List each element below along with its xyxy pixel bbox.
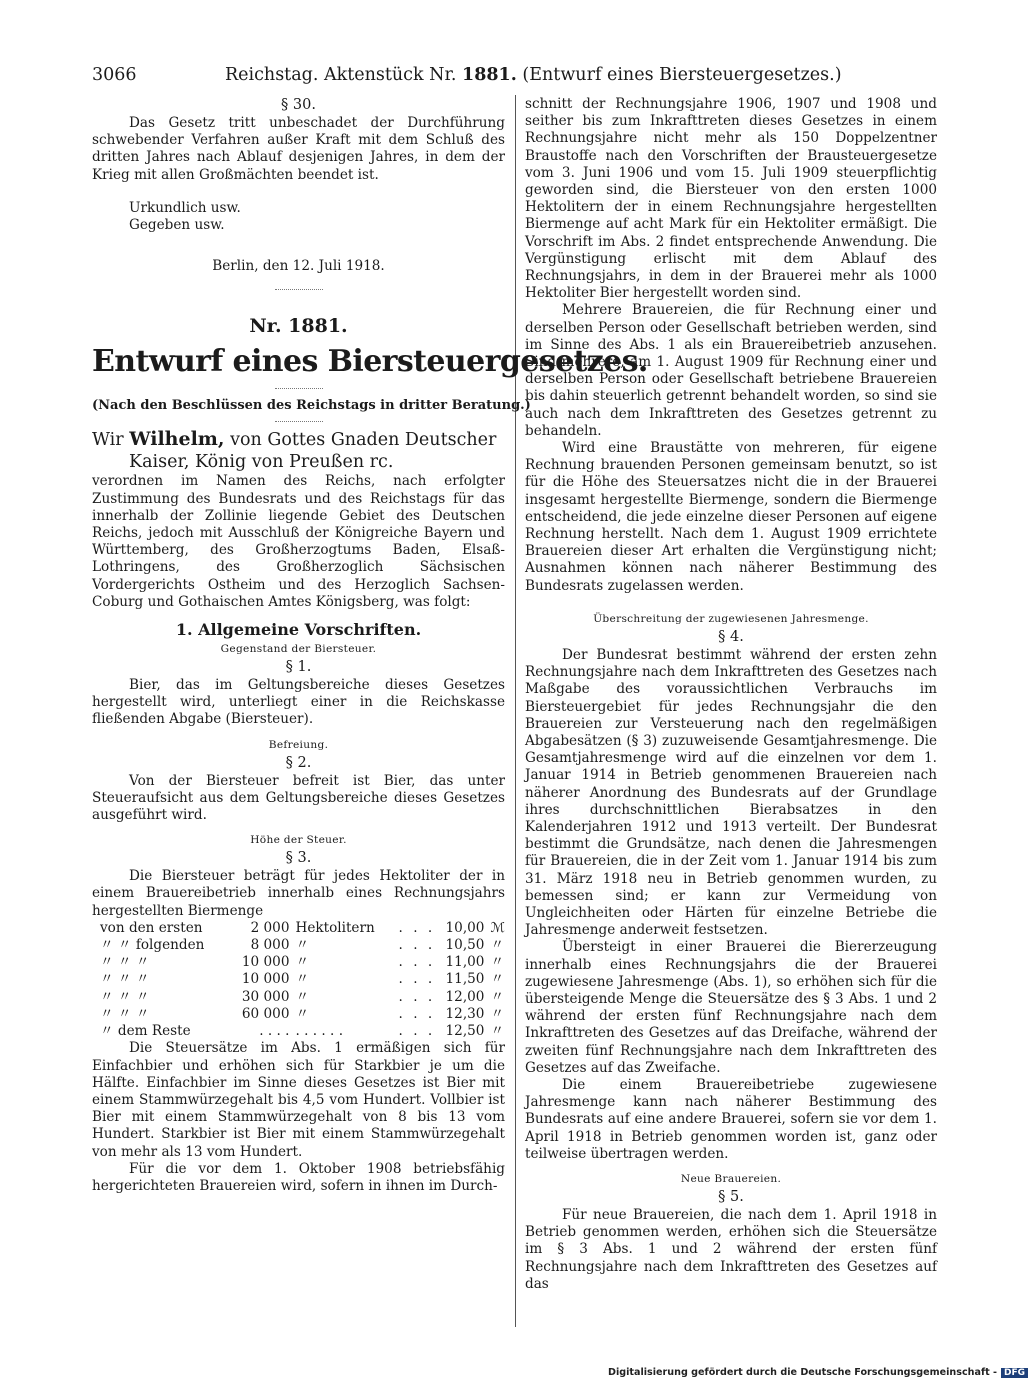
section-3-heading: § 3.	[285, 850, 312, 867]
preamble-line-2: Kaiser, König von Preußen rc.	[129, 452, 394, 473]
header-title-suffix: (Entwurf eines Biersteuergesetzes.)	[522, 65, 842, 85]
section-30-heading: § 30.	[281, 97, 316, 113]
tax-row-leader: . . .	[398, 1023, 436, 1040]
column-divider	[515, 95, 516, 1327]
section-2-heading: § 2.	[285, 754, 312, 771]
urkundlich-line: Urkundlich usw.	[129, 199, 241, 216]
preamble-name: Wilhelm,	[129, 428, 225, 451]
tax-row-leader: . . .	[398, 937, 436, 954]
section-4-text-1: Der Bundesrat bestimmt während der ersten zehn Rechnungsjahre nach dem Inkrafttreten des Gesetzes nach Maßgabe des voraussichtlichen Verbrauchs im Biersteuergebiet für jedes Rechnungsjahr die den Brauereien zur Versteuerung nach den regelmäßigen Abgabesätzen (§ 3) zuzuweisende Gesamtjahresmenge. Die Gesamtjahresmenge wird auf die einzelnen vor dem 1. Januar 1914 in Betrieb genommenen Brauereien nach näherer Anordnung des Bundesrats auf der Grundlage ihres durchschnittlichen Bierabsatzes in den Kalenderjahren 1912 und 1913 verteilt. Der Bundesrat bestimmt die Grundsätze, nach denen die Jahresmengen für Brauereien, die in der Zeit vom 1. Januar 1914 bis zum 31. März 1918 neu in Betrieb genommen wurden, zu bemessen sind; er kann zur Vermeidung von Ungleichheiten oder Härten für einzelne Betriebe die Jahresmenge anderweit festsetzen.	[525, 646, 937, 939]
tax-table-row	[92, 1023, 505, 1040]
tax-row-range: 〃 dem Reste	[100, 1023, 191, 1040]
dateline: Berlin, den 12. Juli 1918.	[212, 258, 385, 275]
tax-row-quantity: 60 000	[241, 1005, 290, 1022]
preamble-line-1	[92, 428, 505, 451]
marginal-hoehe: Höhe der Steuer.	[250, 834, 347, 847]
tax-row-rate: 10,00	[445, 919, 485, 936]
document-subtitle: (Nach den Beschlüssen des Reichstags in dritter Beratung.)	[92, 398, 531, 414]
section-4-heading: § 4.	[718, 628, 744, 645]
document-title: Entwurf eines Biersteuergesetzes.	[92, 344, 648, 380]
tax-row-currency: 〃	[490, 988, 505, 1005]
tax-row-quantity: 10 000	[241, 971, 290, 988]
tax-row-rate: 11,50	[445, 971, 485, 988]
tax-table-row	[92, 1006, 505, 1023]
tax-row-unit: 〃	[295, 971, 310, 988]
section-3-intro: Die Biersteuer beträgt für jedes Hektoliter der in einem Brauereibetrieb innerhalb eines Rechnungsjahrs hergestellten Biermenge	[92, 868, 505, 919]
preamble-line-1-rest: von Gottes Gnaden Deutscher	[230, 430, 497, 451]
tax-row-quantity: . . . .	[259, 1023, 290, 1040]
footer-text: Digitalisierung gefördert durch die Deutsche Forschungsgemeinschaft -	[608, 1367, 998, 1378]
preamble-text: verordnen im Namen des Reichs, nach erfolgter Zustimmung des Bundesrats und des Reichstags für das innerhalb der Zollinie liegende Gebiet des Deutschen Reichs, jedoch mit Ausschluß der Königreiche Bayern und Württemberg, des Großherzogtums Baden, Elsaß-Lothringens, des Großherzoglich Sächsischen Vordergerichts Ostheim und des Herzoglich Sachsen-Coburg und Gothaischen Amtes Königsberg, was folgt:	[92, 473, 505, 610]
document-number-heading: Nr. 1881.	[249, 315, 348, 338]
header-title-number: 1881.	[462, 65, 517, 85]
tax-row-unit: 〃	[295, 954, 310, 971]
dfg-logo: DFG	[1001, 1368, 1028, 1378]
tax-table-row	[92, 920, 505, 937]
gegeben-line: Gegeben usw.	[129, 217, 225, 234]
tax-table-row	[92, 989, 505, 1006]
section-30-text: Das Gesetz tritt unbeschadet der Durchführung schwebender Verfahren außer Kraft mit dem Schluß des dritten Jahres nach Ablauf desjenigen Jahres, in dem der Krieg mit allen Großmächten beendet ist.	[92, 115, 505, 183]
tax-row-range: von den ersten	[100, 919, 203, 936]
running-header	[92, 60, 942, 90]
tax-row-range: 〃 〃 folgenden	[100, 937, 205, 954]
header-title	[225, 60, 842, 90]
section-1-heading: § 1.	[285, 659, 312, 676]
tax-row-quantity: 10 000	[241, 954, 290, 971]
paragraph-wird: Wird eine Braustätte von mehreren, für eigene Rechnung brauenden Personen gemeinsam benutzt, so ist für die Höhe des Steuersatzes nicht die in der Brauerei insgesamt hergestellte Biermenge, sondern die Biermenge entscheidend, die jede einzelne dieser Personen auf eigene Rechnung herstellt. Nach dem 1. August 1909 errichtete Brauereien dieser Art erhalten die Vergünstigung nicht; Ausnahmen können nach näherer Bestimmung des Bundesrats zugelassen werden.	[525, 440, 937, 594]
section-4-text-2: Übersteigt in einer Brauerei die Biererzeugung innerhalb eines Rechnungsjahrs die der Brauerei zugewiesene Jahresmenge (Abs. 1), so erhöhen sich für die übersteigende Menge die Steuersätze des § 3 Abs. 1 und 2 während der ersten fünf Rechnungsjahre nach dem Inkrafttreten des Gesetzes auf das Dreifache, während der zweiten fünf Rechnungsjahre nach dem Inkrafttreten des Gesetzes auf das Zweifache.	[525, 939, 937, 1076]
tax-row-unit: Hektolitern	[295, 919, 375, 936]
digitization-footer	[608, 1367, 1028, 1378]
marginal-gegenstand: Gegenstand der Biersteuer.	[220, 643, 377, 656]
tax-row-unit: . . . . . .	[295, 1023, 344, 1040]
preamble-wir: Wir	[92, 430, 124, 451]
tax-row-rate: 12,50	[445, 1023, 485, 1040]
tax-row-leader: . . .	[398, 919, 436, 936]
tax-row-range: 〃 〃 〃	[100, 954, 150, 971]
title-rule	[275, 388, 323, 389]
tax-row-range: 〃 〃 〃	[100, 988, 150, 1005]
marginal-neue: Neue Brauereien.	[680, 1172, 782, 1185]
section-1-title: 1. Allgemeine Vorschriften.	[175, 620, 422, 640]
subtitle-rule	[275, 421, 323, 422]
tax-row-quantity: 2 000	[250, 919, 290, 936]
right-column	[525, 96, 937, 1293]
tax-row-range: 〃 〃 〃	[100, 971, 150, 988]
tax-row-unit: 〃	[295, 937, 310, 954]
tax-row-currency: ℳ	[490, 919, 505, 936]
section-5-heading: § 5.	[718, 1188, 744, 1205]
tax-row-currency: 〃	[490, 1023, 505, 1040]
tax-row-currency: 〃	[490, 954, 505, 971]
tax-row-rate: 12,00	[445, 988, 485, 1005]
tax-row-leader: . . .	[398, 988, 436, 1005]
tax-row-currency: 〃	[490, 971, 505, 988]
tax-row-currency: 〃	[490, 937, 505, 954]
tax-table-row	[92, 971, 505, 988]
tax-row-rate: 11,00	[445, 954, 485, 971]
tax-row-leader: . . .	[398, 971, 436, 988]
section-4-text-3: Die einem Brauereibetriebe zugewiesene Jahresmenge kann nach näherer Bestimmung des Bundesrats auf eine andere Brauerei, sofern sie vor dem 1. April 1918 in Betrieb genommen worden ist, ganz oder teilweise übertragen werden.	[525, 1076, 937, 1162]
tax-table-row	[92, 937, 505, 954]
tax-row-leader: . . .	[398, 1005, 436, 1022]
separator-rule	[275, 289, 323, 290]
section-3-text-2: Die Steuersätze im Abs. 1 ermäßigen sich für Einfachbier und erhöhen sich für Starkbier je um die Hälfte. Einfachbier im Sinne dieses Gesetzes ist Bier mit einem Stammwürzegehalt bis 4,5 vom Hundert. Vollbier ist Bier mit einem Stammwürzegehalt von 8 bis 13 vom Hundert. Starkbier ist Bier mit einem Stammwürzegehalt von mehr als 13 vom Hundert.	[92, 1040, 505, 1160]
header-title-prefix: Reichstag. Aktenstück Nr.	[225, 65, 457, 85]
continued-text: schnitt der Rechnungsjahre 1906, 1907 und 1908 und seither bis zum Inkrafttreten dieses Gesetzes in einem Rechnungsjahre nicht mehr als 150 Doppelzentner Braustoffe nach den Vorschriften der Brausteuergesetze vom 3. Juni 1906 und vom 15. Juli 1909 steuerpflichtig geworden sind, die Biersteuer von den ersten 1000 Hektolitern der in einem Rechnungsjahre hergestellten Biermenge auf acht Mark für ein Hektoliter ermäßigt. Die Vorschrift im Abs. 2 findet entsprechende Anwendung. Die Vergünstigung erlischt mit dem Ablauf des Rechnungsjahrs, in dem in der Brauerei mehr als 1000 Hektoliter Bier hergestellt worden sind.	[525, 96, 937, 302]
section-3-text-3: Für die vor dem 1. Oktober 1908 betriebsfähig hergerichteten Brauereien wird, sofern in ihnen im Durch-	[92, 1160, 505, 1194]
tax-row-currency: 〃	[490, 1005, 505, 1022]
tax-row-rate: 12,30	[445, 1005, 485, 1022]
tax-row-quantity: 30 000	[241, 988, 290, 1005]
tax-row-range: 〃 〃 〃	[100, 1005, 150, 1022]
tax-row-unit: 〃	[295, 1005, 310, 1022]
left-column	[92, 96, 648, 1195]
marginal-befreiung: Befreiung.	[268, 738, 329, 751]
section-5-text: Für neue Brauereien, die nach dem 1. April 1918 in Betrieb genommen werden, erhöhen sich die Steuersätze im § 3 Abs. 1 und 2 während der ersten fünf Rechnungsjahre nach dem Inkrafttreten des Gesetzes auf das	[525, 1206, 937, 1292]
page-number: 3066	[92, 65, 137, 85]
tax-row-quantity: 8 000	[250, 937, 290, 954]
tax-row-rate: 10,50	[445, 937, 485, 954]
tax-row-leader: . . .	[398, 954, 436, 971]
section-1-text: Bier, das im Geltungsbereiche dieses Gesetzes hergestellt wird, unterliegt einer in die Reichskasse fließenden Abgabe (Biersteuer).	[92, 677, 505, 728]
tax-table-row	[92, 954, 505, 971]
tax-row-unit: 〃	[295, 988, 310, 1005]
paragraph-mehrere: Mehrere Brauereien, die für Rechnung einer und derselben Person oder Gesellschaft betrieben werden, sind im Sinne des Abs. 1 als ein Brauereibetrieb anzusehen. Sind mehrere, am 1. August 1909 für Rechnung einer und derselben Person oder Gesellschaft betriebene Brauereien bis dahin steuerlich getrennt behandelt worden, so sind sie auch nach dem Inkrafttreten des Gesetzes getrennt zu behandeln.	[525, 302, 937, 439]
marginal-ueberschreitung: Überschreitung der zugewiesenen Jahresmenge.	[593, 612, 869, 625]
section-2-text: Von der Biersteuer befreit ist Bier, das unter Steueraufsicht aus dem Geltungsbereiche dieses Gesetzes ausgeführt wird.	[92, 772, 505, 824]
tax-rate-table	[92, 920, 505, 1040]
